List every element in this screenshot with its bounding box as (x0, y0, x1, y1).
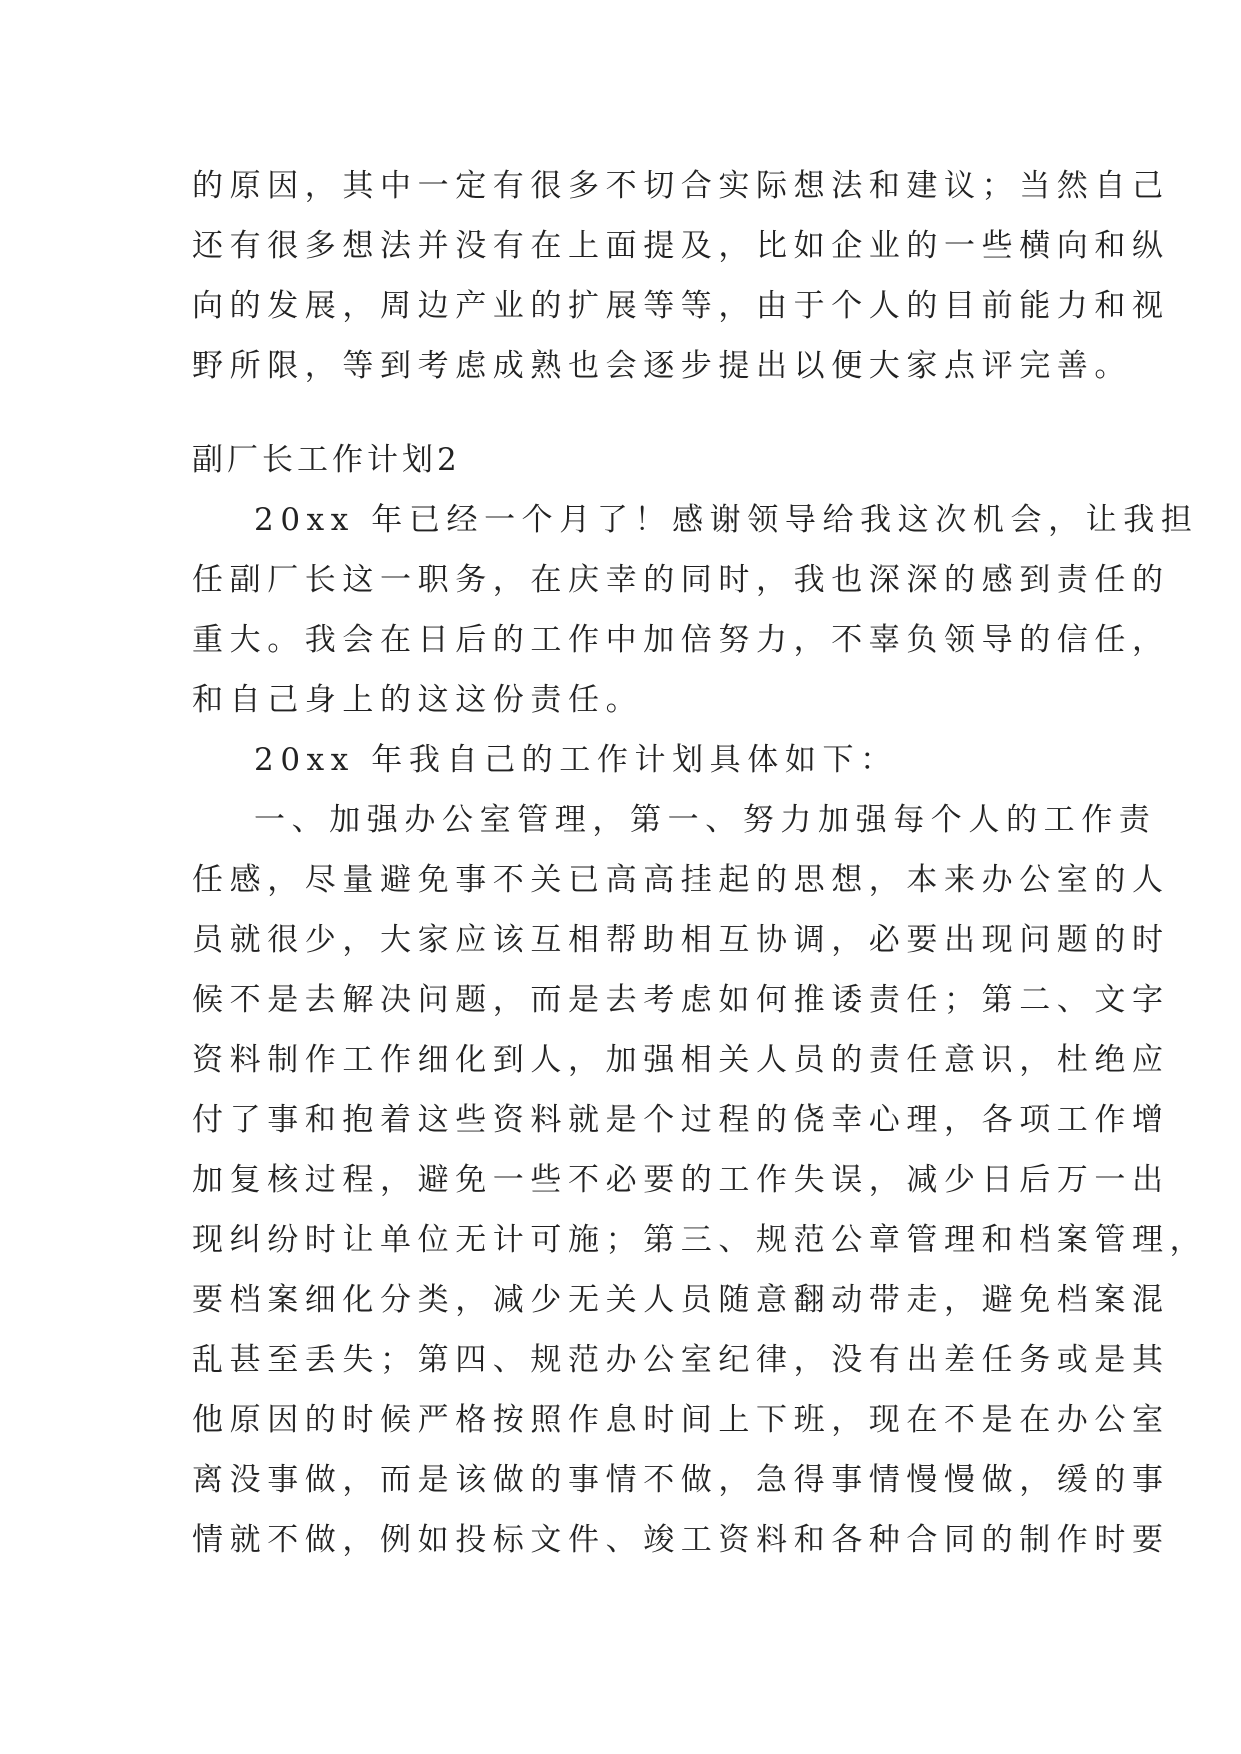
paragraph-3 (192, 790, 1208, 1570)
text-line: 加复核过程，避免一些不必要的工作失误，减少日后万一出 (192, 1162, 1170, 1198)
text-line: 20xx 年我自己的工作计划具体如下： (254, 742, 898, 778)
text-line: 任副厂长这一职务，在庆幸的同时，我也深深的感到责任的 (192, 562, 1170, 598)
intro-paragraph (192, 156, 1170, 396)
text-line: 和自己身上的这这份责任。 (192, 682, 644, 718)
text-line: 的原因，其中一定有很多不切合实际想法和建议；当然自己 (192, 168, 1170, 204)
text-line: 离没事做，而是该做的事情不做，急得事情慢慢做，缓的事 (192, 1462, 1170, 1498)
text-line: 情就不做，例如投标文件、竣工资料和各种合同的制作时要 (192, 1522, 1170, 1558)
document-page (192, 156, 1208, 1570)
paragraph-1 (192, 490, 1199, 730)
text-line: 重大。我会在日后的工作中加倍努力，不辜负领导的信任， (192, 622, 1170, 658)
text-line: 乱甚至丢失；第四、规范办公室纪律，没有出差任务或是其 (192, 1342, 1170, 1378)
text-line: 20xx 年已经一个月了！感谢领导给我这次机会，让我担 (254, 502, 1199, 538)
text-line: 资料制作工作细化到人，加强相关人员的责任意识，杜绝应 (192, 1042, 1170, 1078)
text-line: 员就很少，大家应该互相帮助相互协调，必要出现问题的时 (192, 922, 1170, 958)
text-line: 要档案细化分类，减少无关人员随意翻动带走，避免档案混 (192, 1282, 1170, 1318)
text-line: 他原因的时候严格按照作息时间上下班，现在不是在办公室 (192, 1402, 1170, 1438)
text-line: 一、加强办公室管理，第一、努力加强每个人的工作责 (254, 802, 1157, 838)
paragraph-2 (192, 730, 1052, 790)
text-line: 还有很多想法并没有在上面提及，比如企业的一些横向和纵 (192, 228, 1170, 264)
spacer (192, 396, 1052, 430)
text-line: 任感，尽量避免事不关已高高挂起的思想，本来办公室的人 (192, 862, 1170, 898)
text-line: 候不是去解决问题，而是去考虑如何推诿责任；第二、文字 (192, 982, 1170, 1018)
text-line: 现纠纷时让单位无计可施；第三、规范公章管理和档案管理， (192, 1222, 1208, 1258)
text-line: 向的发展，周边产业的扩展等等，由于个人的目前能力和视 (192, 288, 1170, 324)
section-heading: 副厂长工作计划2 (192, 442, 461, 478)
text-line: 付了事和抱着这些资料就是个过程的侥幸心理，各项工作增 (192, 1102, 1170, 1138)
text-line: 野所限，等到考虑成熟也会逐步提出以便大家点评完善。 (192, 348, 1132, 384)
